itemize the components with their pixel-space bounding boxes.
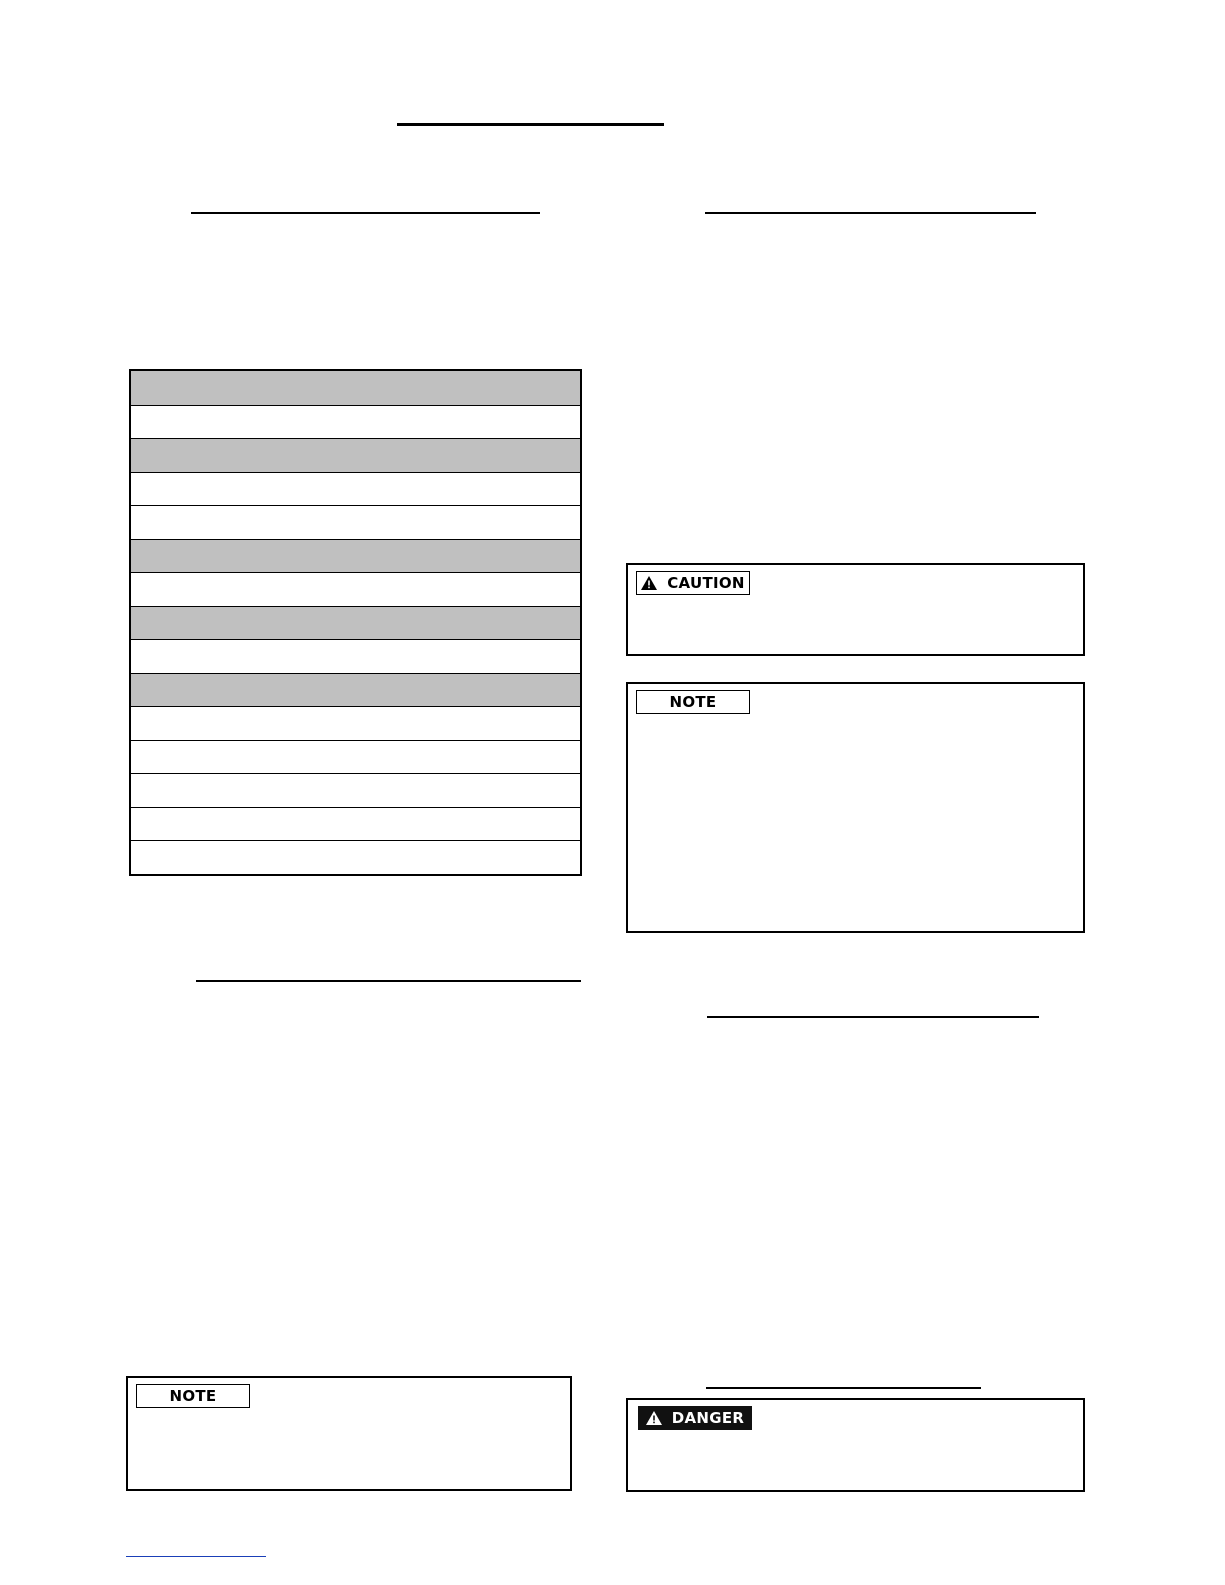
table-row [131,740,580,774]
note-notice-right [626,682,1085,933]
table-row [131,773,580,807]
caution-text: CAUTION [667,574,745,592]
table-group-row [131,606,580,640]
warning-triangle-icon [646,1411,662,1425]
table-group-row [131,539,580,573]
left-subheading-underline [196,980,581,982]
page-title-underline [397,123,664,126]
note-text-left: NOTE [169,1387,217,1405]
danger-notice [626,1398,1085,1492]
table-row [131,572,580,606]
danger-heading-underline [706,1387,981,1389]
caution-label [636,571,750,595]
table-row [131,807,580,841]
table-row [131,639,580,673]
caution-notice [626,563,1085,656]
table-group-row [131,371,580,405]
warning-triangle-icon [641,576,657,590]
footer-link-underline[interactable] [126,1556,266,1557]
table-row [131,706,580,740]
spec-table [129,369,582,876]
table-row [131,472,580,506]
note-label-left [136,1384,250,1408]
table-row [131,405,580,439]
table-row [131,505,580,539]
right-subheading-underline [707,1016,1039,1018]
right-section-heading-underline [705,212,1036,214]
note-notice-left [126,1376,572,1491]
table-group-row [131,673,580,707]
table-group-row [131,438,580,472]
left-section-heading-underline [191,212,540,214]
table-row [131,840,580,874]
danger-label [638,1406,752,1430]
danger-text: DANGER [671,1409,745,1427]
note-label-right [636,690,750,714]
note-text-right: NOTE [669,693,717,711]
